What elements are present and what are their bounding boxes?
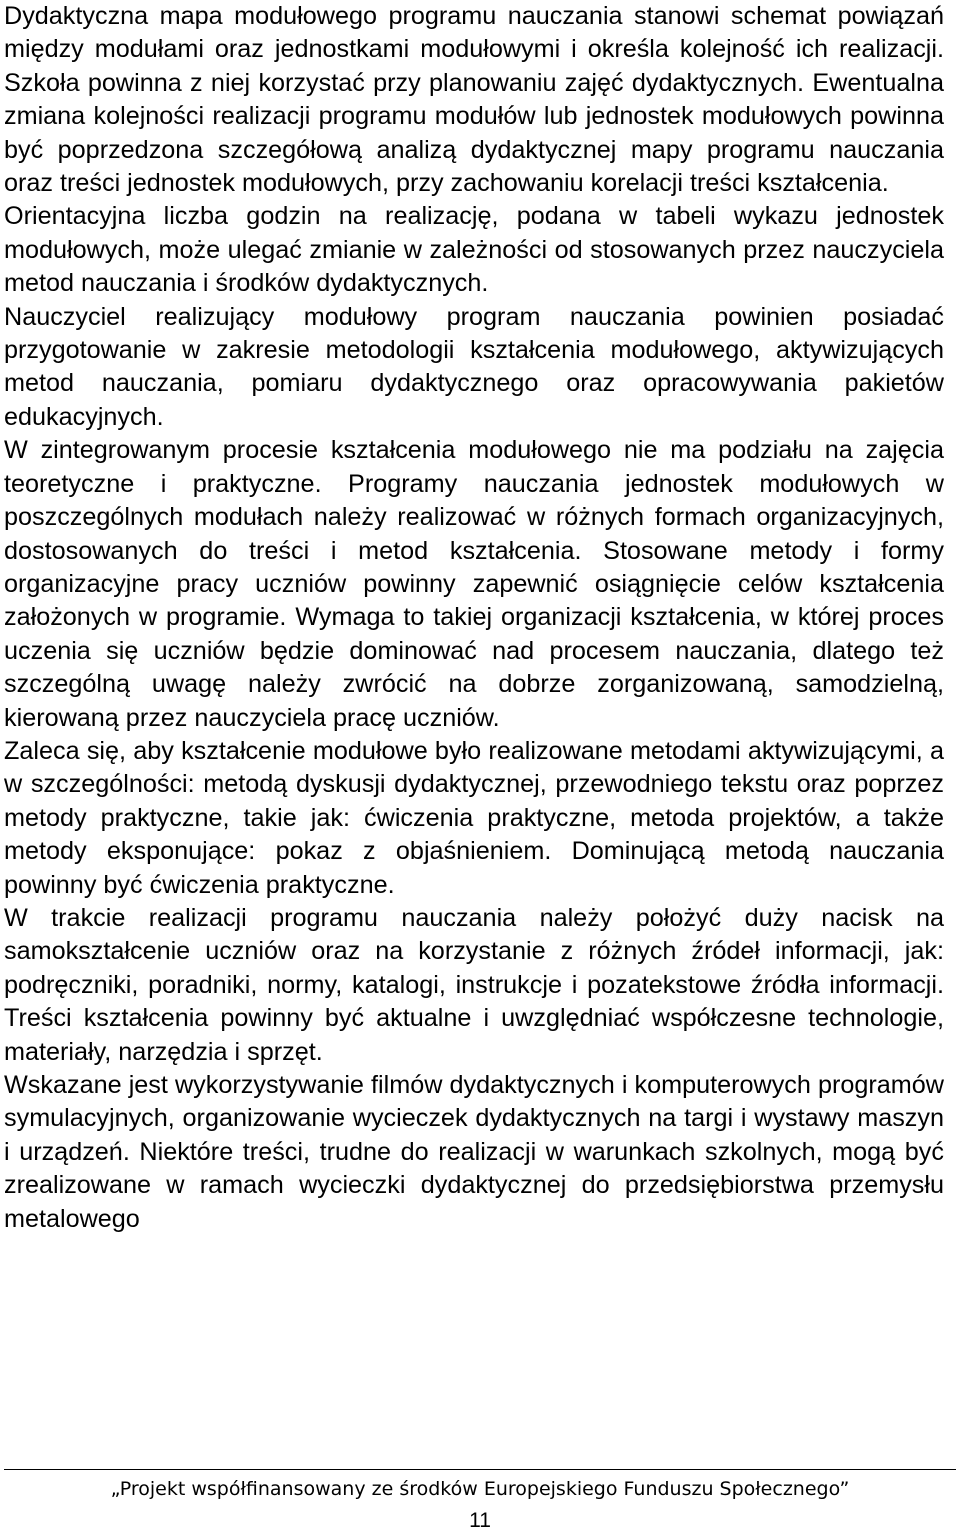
page-number: 11 <box>469 1509 491 1532</box>
paragraph-teacher: Nauczyciel realizujący modułowy program nauczania powinien posiadać przygotowanie w zakresie metodologii kształcenia modułowego, aktywizujących metod nauczania, pomiaru dydaktycznego oraz opracowywania pakietów edukacyjnych. <box>4 302 944 431</box>
paragraph-didactic-map: Dydaktyczna mapa modułowego programu nauczania stanowi schemat powiązań między modułami oraz jednostkami modułowymi i określa kolejność ich realizacji. Szkoła powinna z niej korzystać przy planowaniu zajęć dydaktycznych. Ewentualna zmiana kolejności realizacji programu modułów lub jednostek modułowych powinna być poprzedzona szczegółową analizą dydaktycznej mapy programu nauczania oraz treści jednostek modułowych, przy zachowaniu korelacji treści kształcenia. <box>4 2 944 198</box>
footer-project-note: „Projekt współfinansowany ze środków Europejskiego Funduszu Społecznego” <box>110 1478 850 1500</box>
paragraph-self-learning: W trakcie realizacji programu nauczania należy położyć duży nacisk na samokształcenie uczniów oraz na korzystanie z różnych źródeł informacji, jak: podręczniki, poradniki, normy, katalogi, instrukcje i pozatekstowe źródła informacji. Treści kształcenia powinny być aktualne i uwzględniać współczesne technologie, materiały, narzędzia i sprzęt. <box>4 903 944 1066</box>
paragraph-integrated-process: W zintegrowanym procesie kształcenia modułowego nie ma podziału na zajęcia teoretyczne i praktyczne. Programy nauczania jednostek modułowych w poszczególnych modułach należy realizować w różnych formach organizacyjnych, dostosowanych do treści i metod kształcenia. Stosowane metody i formy organizacyjne pracy uczniów powinny zapewnić osiągnięcie celów kształcenia założonych w programie. Wymaga to takiej organizacji kształcenia, w której proces uczenia się uczniów będzie dominować nad procesem nauczania, dlatego też szczególną uwagę należy zwrócić na dobrze zorganizowaną, samodzielną, kierowaną przez nauczyciela pracę uczniów. <box>4 436 944 732</box>
paragraph-films-excursions: Wskazane jest wykorzystywanie filmów dydaktycznych i komputerowych programów symulacyjnych, organizowanie wycieczek dydaktycznych na targi i wystawy maszyn i urządzeń. Niektóre treści, trudne do realizacji w warunkach szkolnych, mogą być zrealizowane w ramach wycieczki dydaktycznej do przedsiębiorstwa przemysłu metalowego <box>4 1071 944 1233</box>
document-body <box>4 0 944 1236</box>
footer-divider <box>4 1469 956 1470</box>
paragraph-hours: Orientacyjna liczba godzin na realizację, podana w tabeli wykazu jednostek modułowych, może ulegać zmianie w zależności od stosowanych przez nauczyciela metod nauczania i środków dydaktycznych. <box>4 202 944 298</box>
paragraph-active-methods: Zaleca się, aby kształcenie modułowe było realizowane metodami aktywizującymi, a w szczególności: metodą dyskusji dydaktycznej, przewodniego tekstu oraz poprzez metody praktyczne, takie jak: ćwiczenia praktyczne, metoda projektów, a także metody eksponujące: pokaz z objaśnieniem. Dominującą metodą nauczania powinny być ćwiczenia praktyczne. <box>4 736 944 899</box>
document-page <box>4 0 944 1236</box>
